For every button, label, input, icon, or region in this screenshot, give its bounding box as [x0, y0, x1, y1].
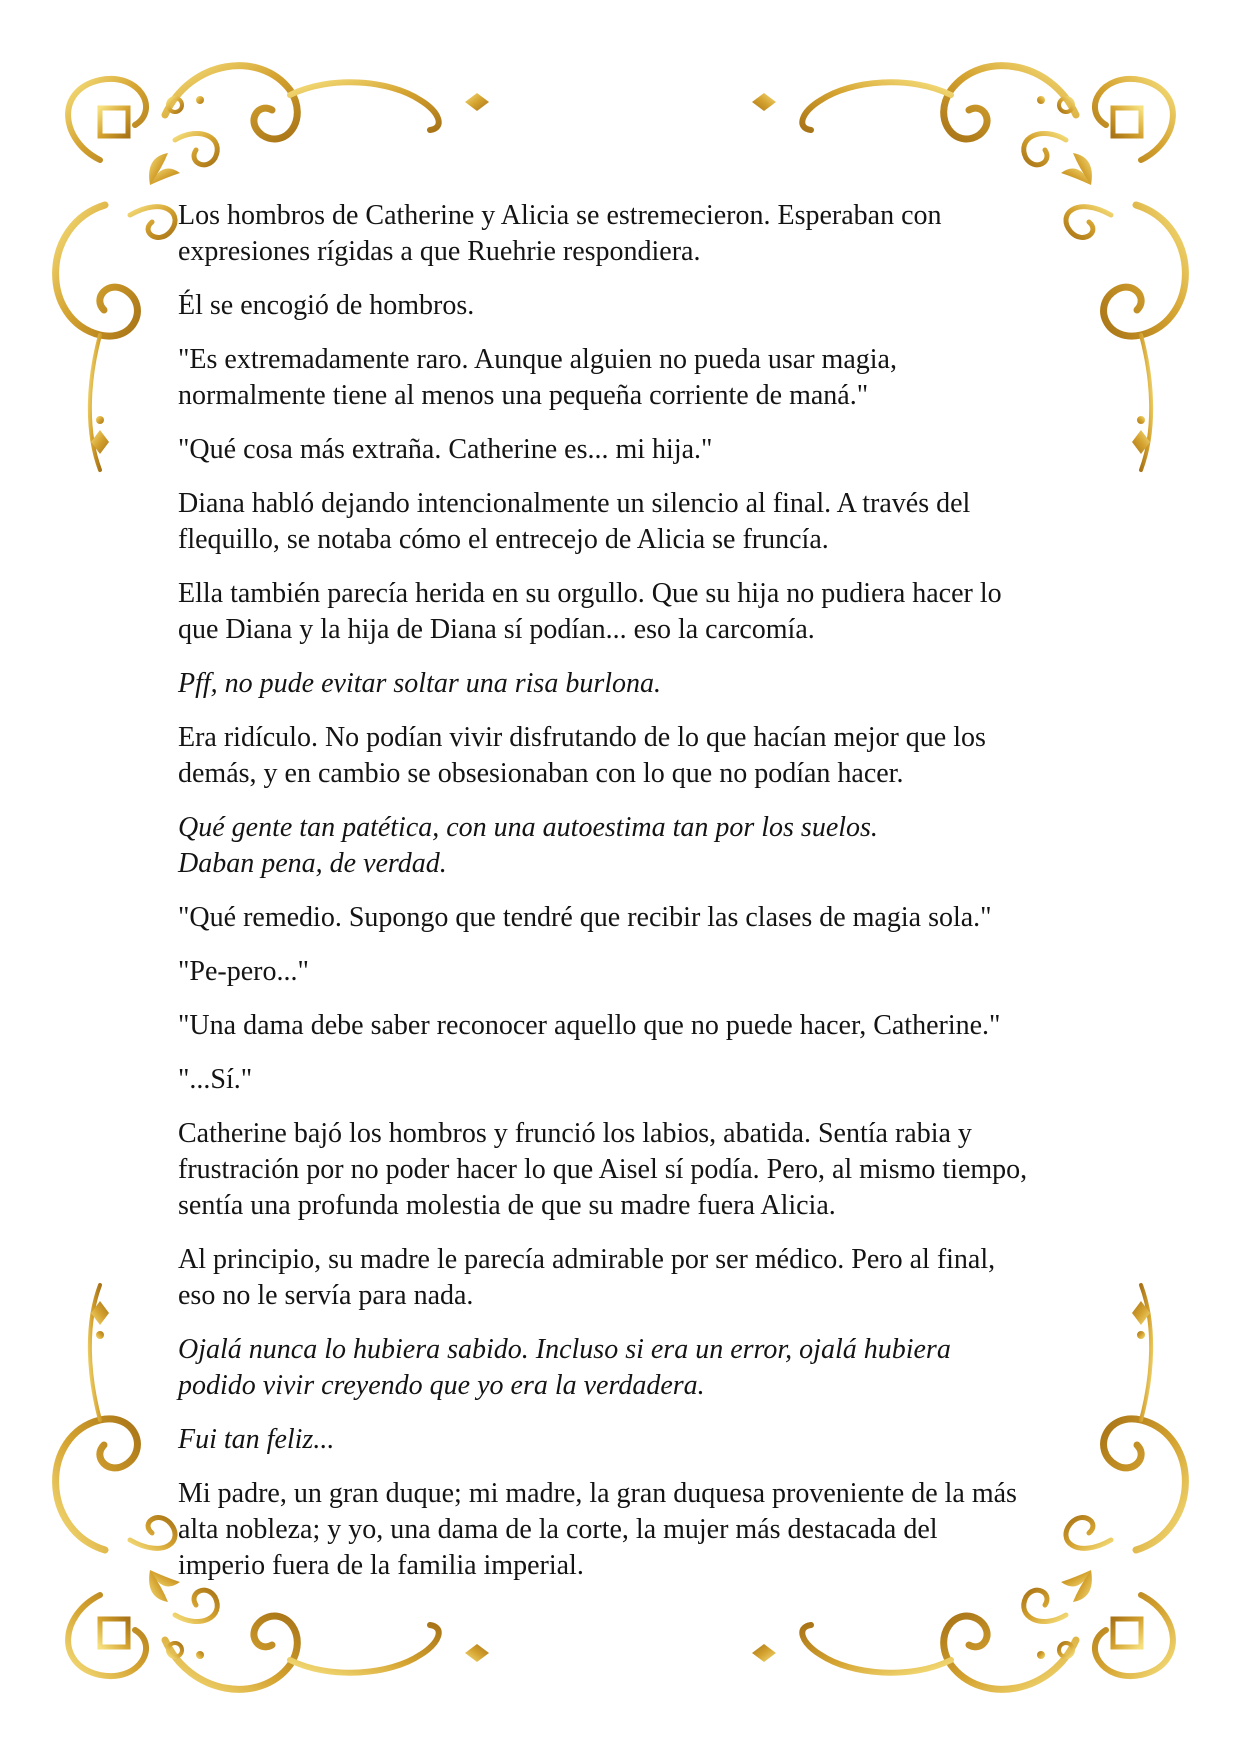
paragraph — [178, 432, 1078, 468]
text-line: Qué gente tan patética, con una autoestima tan por los suelos. — [178, 812, 878, 843]
text-line: normalmente tiene al menos una pequeña corriente de maná." — [178, 380, 869, 411]
text-line: "Es extremadamente raro. Aunque alguien no pueda usar magia, — [178, 344, 897, 375]
text-line: Diana habló dejando intencionalmente un silencio al final. A través del — [178, 488, 971, 519]
text-line: Mi padre, un gran duque; mi madre, la gran duquesa proveniente de la más — [178, 1478, 1017, 1509]
paragraph — [178, 198, 1078, 270]
text-line: Ojalá nunca lo hubiera sabido. Incluso si era un error, ojalá hubiera — [178, 1334, 951, 1365]
text-line: imperio fuera de la familia imperial. — [178, 1550, 584, 1581]
text-line: Catherine bajó los hombros y frunció los labios, abatida. Sentía rabia y — [178, 1118, 972, 1149]
text-line: Fui tan feliz... — [178, 1424, 335, 1455]
text-line: Ella también parecía herida en su orgullo. Que su hija no pudiera hacer lo — [178, 578, 1002, 609]
text-line: eso no le servía para nada. — [178, 1280, 474, 1311]
text-line: podido vivir creyendo que yo era la verdadera. — [178, 1370, 705, 1401]
text-line: "...Sí." — [178, 1064, 253, 1095]
paragraph — [178, 576, 1078, 648]
paragraph — [178, 1332, 1078, 1404]
text-line: Los hombros de Catherine y Alicia se estremecieron. Esperaban con — [178, 200, 942, 231]
paragraph — [178, 1008, 1078, 1044]
paragraph — [178, 1422, 1078, 1458]
text-line: alta nobleza; y yo, una dama de la corte, la mujer más destacada del — [178, 1514, 938, 1545]
paragraph — [178, 666, 1078, 702]
paragraph — [178, 486, 1078, 558]
text-line: "Qué remedio. Supongo que tendré que recibir las clases de magia sola." — [178, 902, 992, 933]
text-line: Él se encogió de hombros. — [178, 290, 475, 321]
text-line: demás, y en cambio se obsesionaban con lo que no podían hacer. — [178, 758, 904, 789]
paragraph — [178, 288, 1078, 324]
text-line: frustración por no poder hacer lo que Aisel sí podía. Pero, al mismo tiempo, — [178, 1154, 1028, 1185]
paragraph — [178, 1116, 1078, 1224]
text-line: Daban pena, de verdad. — [178, 848, 447, 879]
text-line: "Una dama debe saber reconocer aquello que no puede hacer, Catherine." — [178, 1010, 1001, 1041]
document-body — [178, 198, 1078, 1602]
paragraph — [178, 810, 1078, 882]
text-line: sentía una profunda molestia de que su madre fuera Alicia. — [178, 1190, 836, 1221]
text-line: Pff, no pude evitar soltar una risa burlona. — [178, 668, 661, 699]
text-line: expresiones rígidas a que Ruehrie respondiera. — [178, 236, 701, 267]
paragraph — [178, 720, 1078, 792]
text-line: Al principio, su madre le parecía admirable por ser médico. Pero al final, — [178, 1244, 996, 1275]
text-line: flequillo, se notaba cómo el entrecejo de Alicia se fruncía. — [178, 524, 829, 555]
paragraph — [178, 1062, 1078, 1098]
text-line: que Diana y la hija de Diana sí podían... eso la carcomía. — [178, 614, 815, 645]
paragraph — [178, 1476, 1078, 1584]
paragraph — [178, 342, 1078, 414]
text-line: "Qué cosa más extraña. Catherine es... mi hija." — [178, 434, 713, 465]
paragraph — [178, 954, 1078, 990]
text-line: "Pe-pero..." — [178, 956, 309, 987]
paragraph — [178, 1242, 1078, 1314]
text-line: Era ridículo. No podían vivir disfrutando de lo que hacían mejor que los — [178, 722, 986, 753]
paragraph — [178, 900, 1078, 936]
